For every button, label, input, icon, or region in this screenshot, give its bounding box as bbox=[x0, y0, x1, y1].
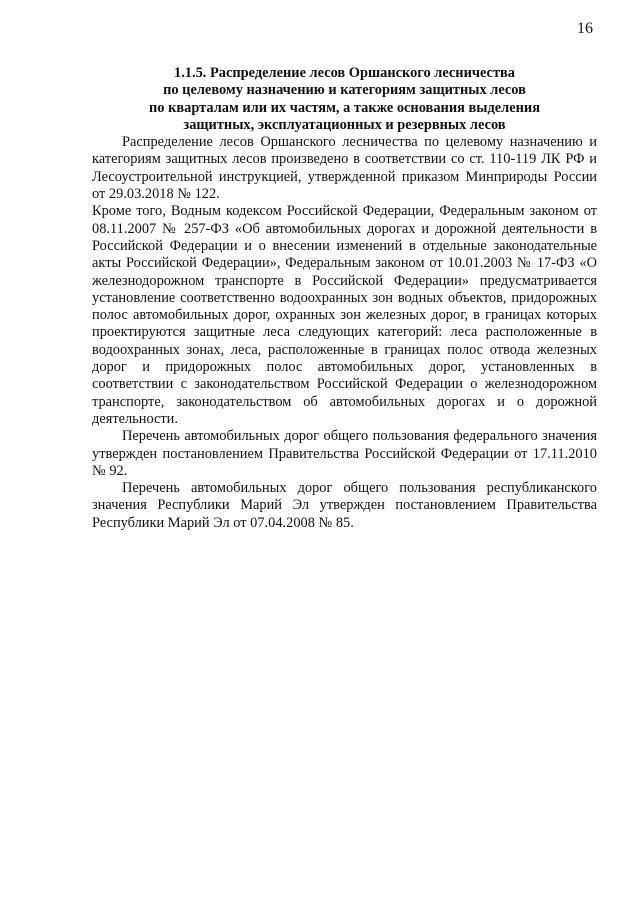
page-content bbox=[92, 65, 597, 532]
heading-line: по целевому назначению и категориям защитных лесов bbox=[163, 82, 526, 99]
paragraph-legislation: Кроме того, Водным кодексом Российской Федерации, Федеральным законом от 08.11.2007 № 257-ФЗ «Об автомобильных дорогах и дорожной деятельности в Российской Федерации и о внесении изменений в отдельные законодательные акты Российской Федерации», Федеральным законом от 10.01.2003 № 17-ФЗ «О железнодорожном транспорте в Российской Федерации» предусматривается установление соответственно водоохранных зон водных объектов, придорожных полос автомобильных дорог, охранных зон железных дорог, в границах которых проектируются защитные леса следующих категорий: леса расположенные в водоохранных зонах, леса, расположенные в границах полос отвода железных дорог и придорожных полос автомобильных дорог, установленных в соответствии с законодательством Российской Федерации о железнодорожном транспорте, законодательством об автомобильных дорогах и о дорожной деятельности. bbox=[92, 203, 597, 427]
paragraph-republic-roads: Перечень автомобильных дорог общего пользования республиканского значения Республики Марий Эл утвержден постановлением Правительства Республики Марий Эл от 07.04.2008 № 85. bbox=[92, 480, 597, 531]
paragraph-federal-roads: Перечень автомобильных дорог общего пользования федерального значения утвержден постановлением Правительства Российской Федерации от 17.11.2010 № 92. bbox=[92, 428, 597, 479]
page-number: 16 bbox=[577, 20, 593, 37]
heading-line: по кварталам или их частям, а также основания выделения bbox=[149, 99, 540, 116]
heading-line: защитных, эксплуатационных и резервных лесов bbox=[183, 116, 506, 133]
paragraph-distribution: Распределение лесов Оршанского лесничества по целевому назначению и категориям защитных лесов произведено в соответствии со ст. 110-119 ЛК РФ и Лесоустроительной инструкцией, утвержденной приказом Минприроды России от 29.03.2018 № 122. bbox=[92, 134, 597, 203]
section-heading bbox=[92, 65, 597, 134]
heading-line: 1.1.5. Распределение лесов Оршанского лесничества bbox=[174, 65, 515, 81]
